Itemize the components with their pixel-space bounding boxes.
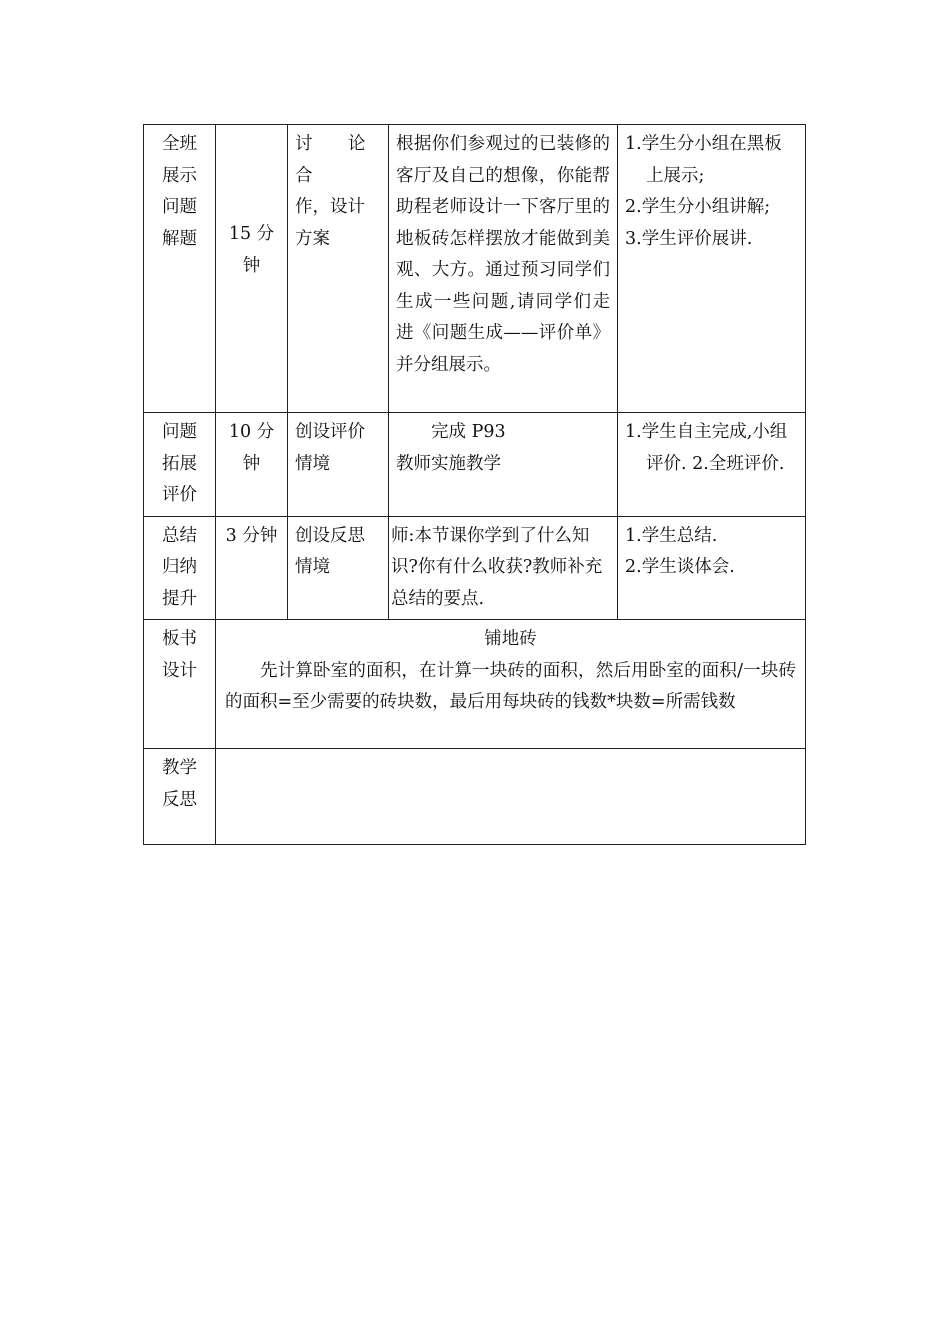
stage-cell: 全班 展示 问题 解题 bbox=[144, 125, 216, 413]
table-row bbox=[144, 125, 806, 413]
board-body: 先计算卧室的面积，在计算一块砖的面积，然后用卧室的面积/一块砖的面积=至少需要的砖块数，最后用每块砖的钱数*块数=所需钱数 bbox=[225, 660, 796, 712]
student-activity-cell bbox=[618, 413, 806, 517]
time-cell: 3 分钟 bbox=[216, 516, 288, 620]
table-row bbox=[144, 516, 806, 620]
list-item: 1.学生自主完成,小组评价. 2.全班评价. bbox=[625, 422, 788, 474]
content-cell: 师:本节课你学到了什么知识?你有什么收获?教师补充总结的要点. bbox=[389, 516, 618, 620]
reflection-cell bbox=[216, 749, 806, 845]
time-cell: 10 分 钟 bbox=[216, 413, 288, 517]
reflection-label-cell: 教学 反思 bbox=[144, 749, 216, 845]
table-row bbox=[144, 620, 806, 749]
time-cell: 15 分 钟 bbox=[216, 125, 288, 413]
content-cell: 根据你们参观过的已装修的客厅及自己的想像，你能帮助程老师设计一下客厅里的地板砖怎样摆放才能做到美观、大方。通过预习同学们生成一些问题,请同学们走进《问题生成——评价单》并分组展示。 bbox=[389, 125, 618, 413]
lesson-plan-table bbox=[143, 124, 806, 845]
method-cell: 创设反思 情境 bbox=[288, 516, 389, 620]
board-design-cell bbox=[216, 620, 806, 749]
stage-cell: 总结 归纳 提升 bbox=[144, 516, 216, 620]
list-item: 2.学生分小组讲解; bbox=[625, 197, 771, 217]
list-item: 3.学生评价展讲. bbox=[625, 228, 753, 249]
board-label-cell: 板书 设计 bbox=[144, 620, 216, 749]
student-activity-cell bbox=[618, 516, 806, 620]
content-cell: 完成 P93 教师实施教学 bbox=[389, 413, 618, 517]
student-activity-cell bbox=[618, 125, 806, 413]
method-cell: 讨 论 合 作，设计 方案 bbox=[288, 125, 389, 413]
board-title: 铺地砖 bbox=[484, 629, 537, 649]
list-item: 1.学生分小组在黑板上展示; bbox=[625, 134, 782, 186]
list-item: 1.学生总结. bbox=[625, 525, 718, 546]
method-cell: 创设评价 情境 bbox=[288, 413, 389, 517]
stage-cell: 问题 拓展 评价 bbox=[144, 413, 216, 517]
table-row bbox=[144, 413, 806, 517]
list-item: 2.学生谈体会. bbox=[625, 557, 735, 577]
table-row bbox=[144, 749, 806, 845]
